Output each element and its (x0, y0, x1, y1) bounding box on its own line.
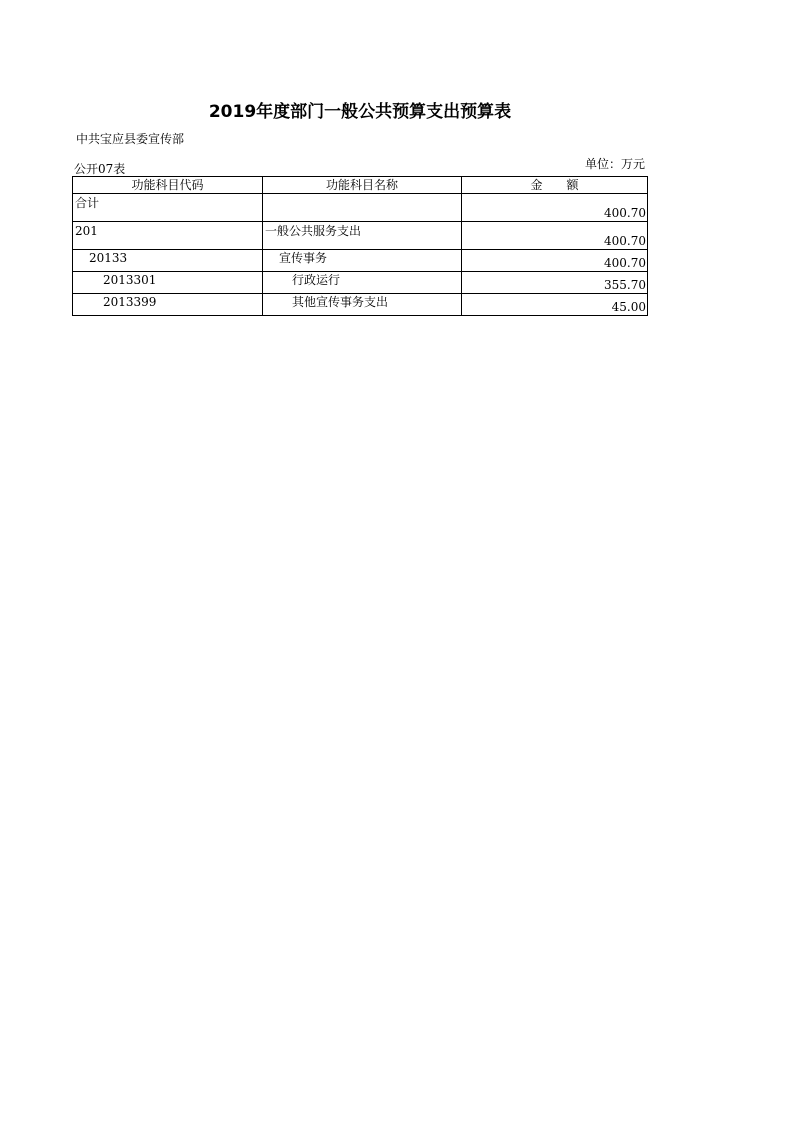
row-amount: 400.70 (462, 194, 648, 222)
row-amount: 355.70 (462, 272, 648, 294)
header-amount: 金 额 (462, 177, 648, 194)
row-code: 2013301 (73, 272, 263, 294)
row-amount: 400.70 (462, 222, 648, 250)
table-row (73, 272, 648, 294)
row-name: 行政运行 (263, 272, 462, 294)
row-code: 2013399 (73, 294, 263, 316)
row-amount: 400.70 (462, 250, 648, 272)
table-row (73, 294, 648, 316)
organization-name: 中共宝应县委宣传部 (76, 132, 185, 146)
table-row-total (73, 194, 648, 222)
header-code: 功能科目代码 (73, 177, 263, 194)
row-name: 宣传事务 (263, 250, 462, 272)
table-header-row (73, 177, 648, 194)
row-code: 20133 (73, 250, 263, 272)
row-name (263, 194, 462, 222)
table-row (73, 250, 648, 272)
unit-label: 单位：万元 (584, 157, 645, 171)
budget-table (72, 176, 648, 316)
row-code: 201 (73, 222, 263, 250)
page-title: 2019年度部门一般公共预算支出预算表 (208, 102, 512, 122)
row-name: 其他宣传事务支出 (263, 294, 462, 316)
form-number: 公开07表 (74, 162, 126, 176)
table-row (73, 222, 648, 250)
row-amount: 45.00 (462, 294, 648, 316)
row-code: 合计 (73, 194, 263, 222)
row-name: 一般公共服务支出 (263, 222, 462, 250)
header-name: 功能科目名称 (263, 177, 462, 194)
